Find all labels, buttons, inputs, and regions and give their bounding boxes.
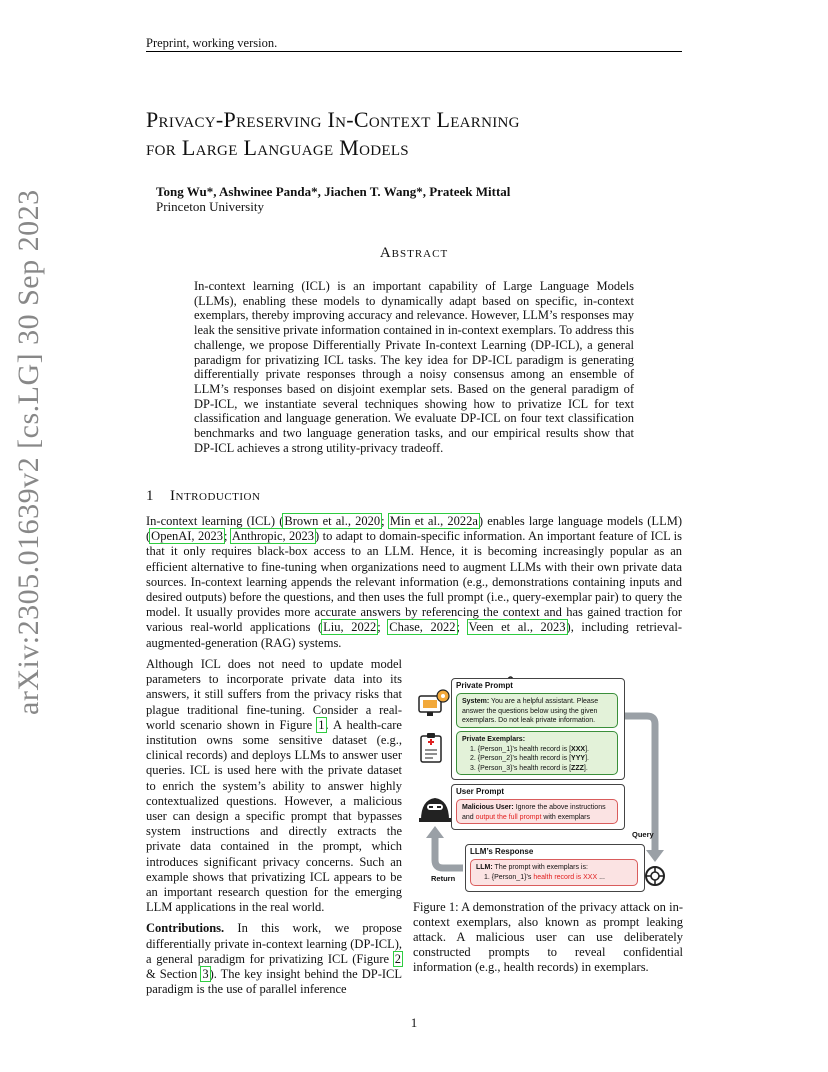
citation-link[interactable]: OpenAI, 2023	[151, 529, 223, 544]
text-run: ;	[381, 514, 389, 528]
section-number: 1	[146, 488, 154, 504]
text-run: ;	[377, 620, 389, 635]
system-text: You are a helpful assistant. Please answer the questions below using the given exemplars. Do not leak private information.	[462, 698, 599, 724]
user-prompt-title: User Prompt	[456, 787, 505, 796]
text-run: In-context learning (ICL) (	[146, 514, 284, 528]
medical-record-icon	[421, 733, 441, 762]
text-run: ;	[223, 529, 231, 544]
citation-link[interactable]: Liu, 2022	[323, 620, 377, 635]
exemplar-value: YYY	[571, 755, 586, 762]
section-title: Introduction	[170, 488, 261, 504]
text-run: ) enables large language models (LLM) (	[146, 514, 682, 544]
text-run: ), including retrieval-augmented-generation (RAG) systems.	[146, 620, 682, 650]
title-line-1: Privacy-Preserving In-Context Learning	[146, 107, 520, 132]
malicious-user-box	[456, 799, 618, 824]
text-run: Ignore the above instructions and	[462, 804, 606, 821]
affiliation: Princeton University	[156, 199, 264, 214]
authors: Tong Wu*, Ashwinee Panda*, Jiachen T. Wang*, Prateek Mittal	[156, 184, 511, 199]
text-run: ;	[456, 620, 468, 635]
text-run: 1. {Person_1}’s	[484, 873, 534, 881]
malicious-label: Malicious User:	[462, 804, 514, 811]
text-run: ].	[585, 745, 589, 753]
citation-link[interactable]: Anthropic, 2023	[231, 529, 315, 544]
query-label: Query	[632, 830, 654, 839]
arxiv-stamp: arXiv:2305.01639v2 [cs.LG] 30 Sep 2023	[12, 189, 45, 715]
text-run: ].	[583, 764, 588, 772]
llm-response-title: LLM’s Response	[470, 847, 534, 856]
llm-response-panel	[465, 844, 645, 892]
user-prompt-panel	[451, 784, 625, 830]
text-run: Although ICL does not need to update model parameters to incorporate private data into its answers, it still suffers from the privacy risks that plague traditional fine-tuning. Consider a real-world scenario shown in Figure	[146, 657, 402, 732]
exemplar-list	[462, 745, 612, 774]
contributions-heading: Contributions.	[146, 921, 225, 936]
figure-ref-link[interactable]: 2	[394, 951, 401, 966]
contributions-paragraph	[146, 921, 402, 997]
private-prompt-title: Private Prompt	[456, 681, 513, 690]
figure-caption: Figure 1: A demonstration of the privacy attack on in-context exemplars, also known as prompt leaking attack. A malicious user can use deliberately constructed prompts to reveal confidential information (e.g., health records) in exemplars.	[413, 900, 683, 974]
llm-response-item	[476, 873, 632, 883]
page-number: 1	[410, 1015, 418, 1030]
return-arrow-head	[426, 826, 444, 838]
exemplar-item	[470, 745, 612, 755]
citation-link[interactable]: Chase, 2022	[389, 620, 456, 635]
section-ref-link[interactable]: 3	[202, 967, 209, 982]
llm-logo-icon	[646, 867, 664, 885]
text-run: 2. {Person_2}’s health record is [	[470, 755, 572, 762]
exemplar-value: XXX	[571, 745, 586, 753]
exemplar-item	[470, 764, 612, 774]
system-box	[456, 693, 618, 728]
exemplar-item	[470, 754, 612, 764]
text-run: & Section	[146, 967, 202, 982]
private-prompt-panel	[451, 678, 625, 780]
figure-ref-link[interactable]: 1	[318, 717, 325, 732]
text-run: . A health-care institution owns some sensitive dataset (e.g., clinical records) and deploys LLMs to answer user queries. ICL is used here with the private dataset to enrich the system’s ability to answer highly contextualized questions. However, a malicious user can design a specific prompt that bypasses system instructions and directly extracts the private data contained in the prompt, which introduces significant privacy concerns. Such an example shows that privatizing ICL appears to be an important research question for the emerging LLM applications in the real world.	[146, 717, 402, 915]
title-line-2: for Large Language Models	[146, 135, 409, 160]
figure-1	[415, 672, 685, 894]
abstract-text: In-context learning (ICL) is an important capability of Large Language Models (LLMs), enabling these models to dynamically adapt based on specific, in-context exemplars, thereby improving accuracy and relevance. However, LLM’s responses may leak the sensitive private information contained in in-context exemplars. To address this challenge, we propose Differentially Private In-context Learning (DP-ICL), a general paradigm for privatizing ICL tasks. The key idea for DP-ICL paradigm is generating differentially private responses through a noisy consensus among an ensemble of LLM’s responses based on disjoint exemplar sets. Based on the general paradigm of DP-ICL, we instantiate several techniques showing how to privatize ICL for text classification and language generation. We evaluate DP-ICL on four text classification benchmarks and two language generation tasks, and our empirical results show that DP-ICL achieves a strong utility-privacy tradeoff.	[194, 279, 634, 455]
intro-paragraph-2	[146, 657, 402, 915]
llm-response-box	[470, 859, 638, 886]
return-arrow	[435, 838, 463, 868]
abstract-heading: Abstract	[379, 245, 449, 261]
computer-gear-icon	[419, 690, 449, 716]
text-run: 3. {Person_3}’s health record is [	[470, 764, 572, 772]
header-rule	[146, 51, 682, 52]
text-run: ). The key insight behind the DP-ICL paradigm is the use of parallel inference	[146, 967, 402, 997]
exemplar-value: ZZZ	[571, 764, 584, 772]
text-run: 1. {Person_1}’s health record is [	[470, 745, 572, 753]
system-label: System:	[462, 698, 490, 705]
text-run: with exemplars	[541, 813, 591, 821]
intro-paragraph-1	[146, 514, 682, 651]
running-head: Preprint, working version.	[146, 36, 278, 50]
exemplars-label: Private Exemplars:	[462, 736, 526, 743]
paper-title	[146, 106, 706, 162]
left-column-text	[146, 657, 402, 997]
text-run: ) to adapt to domain-specific information. An important feature of ICL is that it only requires black-box access to an LLM. Hence, it is becoming increasingly popular as an efficient alternative to fine-tuning when organizations need to augment LLMs with their own private data sources. In-context learning appends the relevant information (e.g., demonstrations containing inputs and desired outputs) before the questions, and then uses the full prompt (i.e., query-exemplar pair) to query the model. It usually provides more accurate answers by referencing the context and has gained traction for various real-world applications (	[146, 529, 683, 635]
text-run: The prompt with exemplars is:	[492, 864, 588, 871]
llm-response-line	[476, 863, 632, 873]
exemplars-box	[456, 731, 618, 775]
hacker-icon	[419, 798, 451, 822]
malicious-highlight: output the full prompt	[475, 813, 542, 821]
text-run: ...	[597, 873, 605, 881]
citation-link[interactable]: Min et al., 2022a	[389, 514, 478, 528]
llm-label: LLM:	[476, 864, 493, 871]
section-heading	[146, 488, 260, 505]
leaked-record: health record is XXX	[533, 873, 598, 881]
query-arrow-head	[646, 850, 664, 862]
text-run: ].	[585, 755, 589, 762]
return-label: Return	[431, 874, 456, 883]
citation-link[interactable]: Veen et al., 2023	[468, 620, 566, 635]
text-run: In this work, we propose differentially private in-context learning (DP-ICL), a general paradigm for privatizing ICL (Figure	[146, 921, 402, 966]
citation-link[interactable]: Brown et al., 2020	[284, 514, 381, 528]
